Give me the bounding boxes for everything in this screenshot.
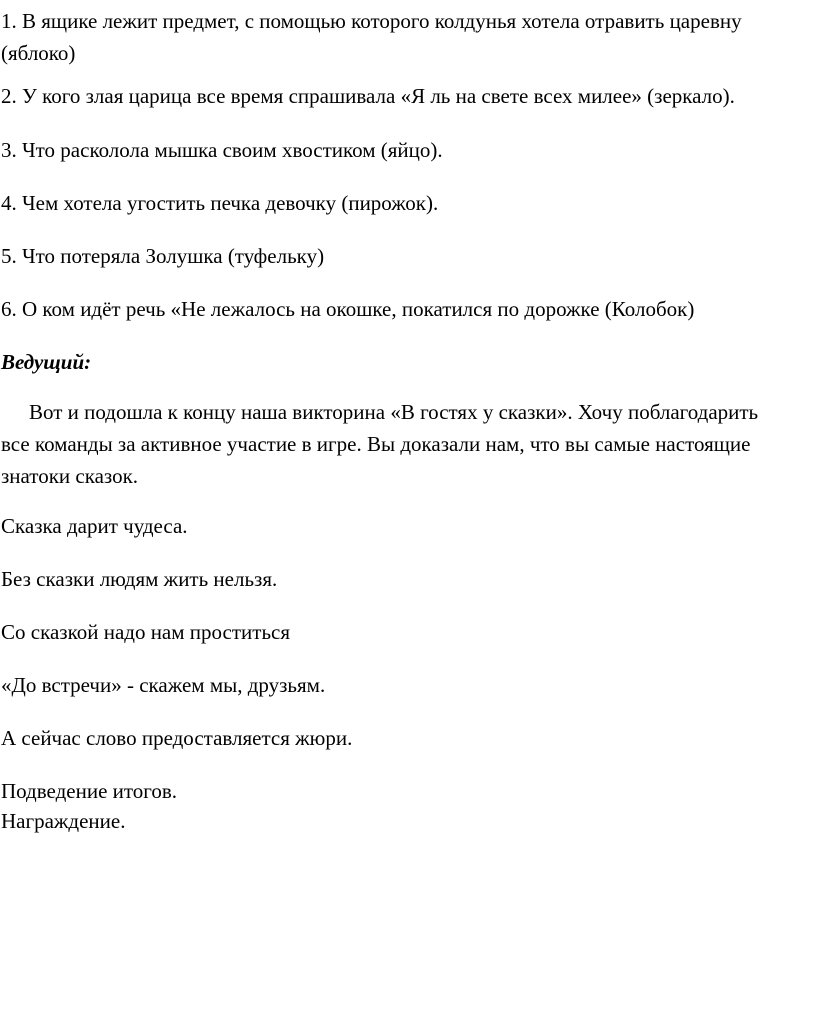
question-3: 3. Что расколола мышка своим хвостиком (яйцо). <box>1 138 443 162</box>
question-6: 6. О ком идёт речь «Не лежалось на окошке, покатился по дорожке (Колобок) <box>1 297 695 321</box>
question-4: 4. Чем хотела угостить печка девочку (пирожок). <box>1 191 439 215</box>
poem-line-3: Со сказкой надо нам проститься <box>1 620 291 644</box>
question-5: 5. Что потеряла Золушка (туфельку) <box>1 244 325 268</box>
poem-line-1: Сказка дарит чудеса. <box>1 514 188 538</box>
question-1: 1. В ящике лежит предмет, с помощью которого колдунья хотела отравить царевну (яблоко) <box>1 9 742 65</box>
summary-line: Подведение итогов. <box>1 779 178 803</box>
poem-line-4: «До встречи» - скажем мы, друзьям. <box>1 673 326 697</box>
host-heading: Ведущий: <box>1 350 92 374</box>
award-line: Награждение. <box>1 809 126 833</box>
jury-line: А сейчас слово предоставляется жюри. <box>1 726 353 750</box>
question-2: 2. У кого злая царица все время спрашивала «Я ль на свете всех милее» (зеркало). <box>1 84 735 108</box>
poem-line-2: Без сказки людям жить нельзя. <box>1 567 278 591</box>
closing-paragraph: Вот и подошла к концу наша викторина «В гостях у сказки». Хочу поблагодарить все команды за активное участие в игре. Вы доказали нам, что вы самые настоящие знатоки сказок. <box>1 400 759 488</box>
